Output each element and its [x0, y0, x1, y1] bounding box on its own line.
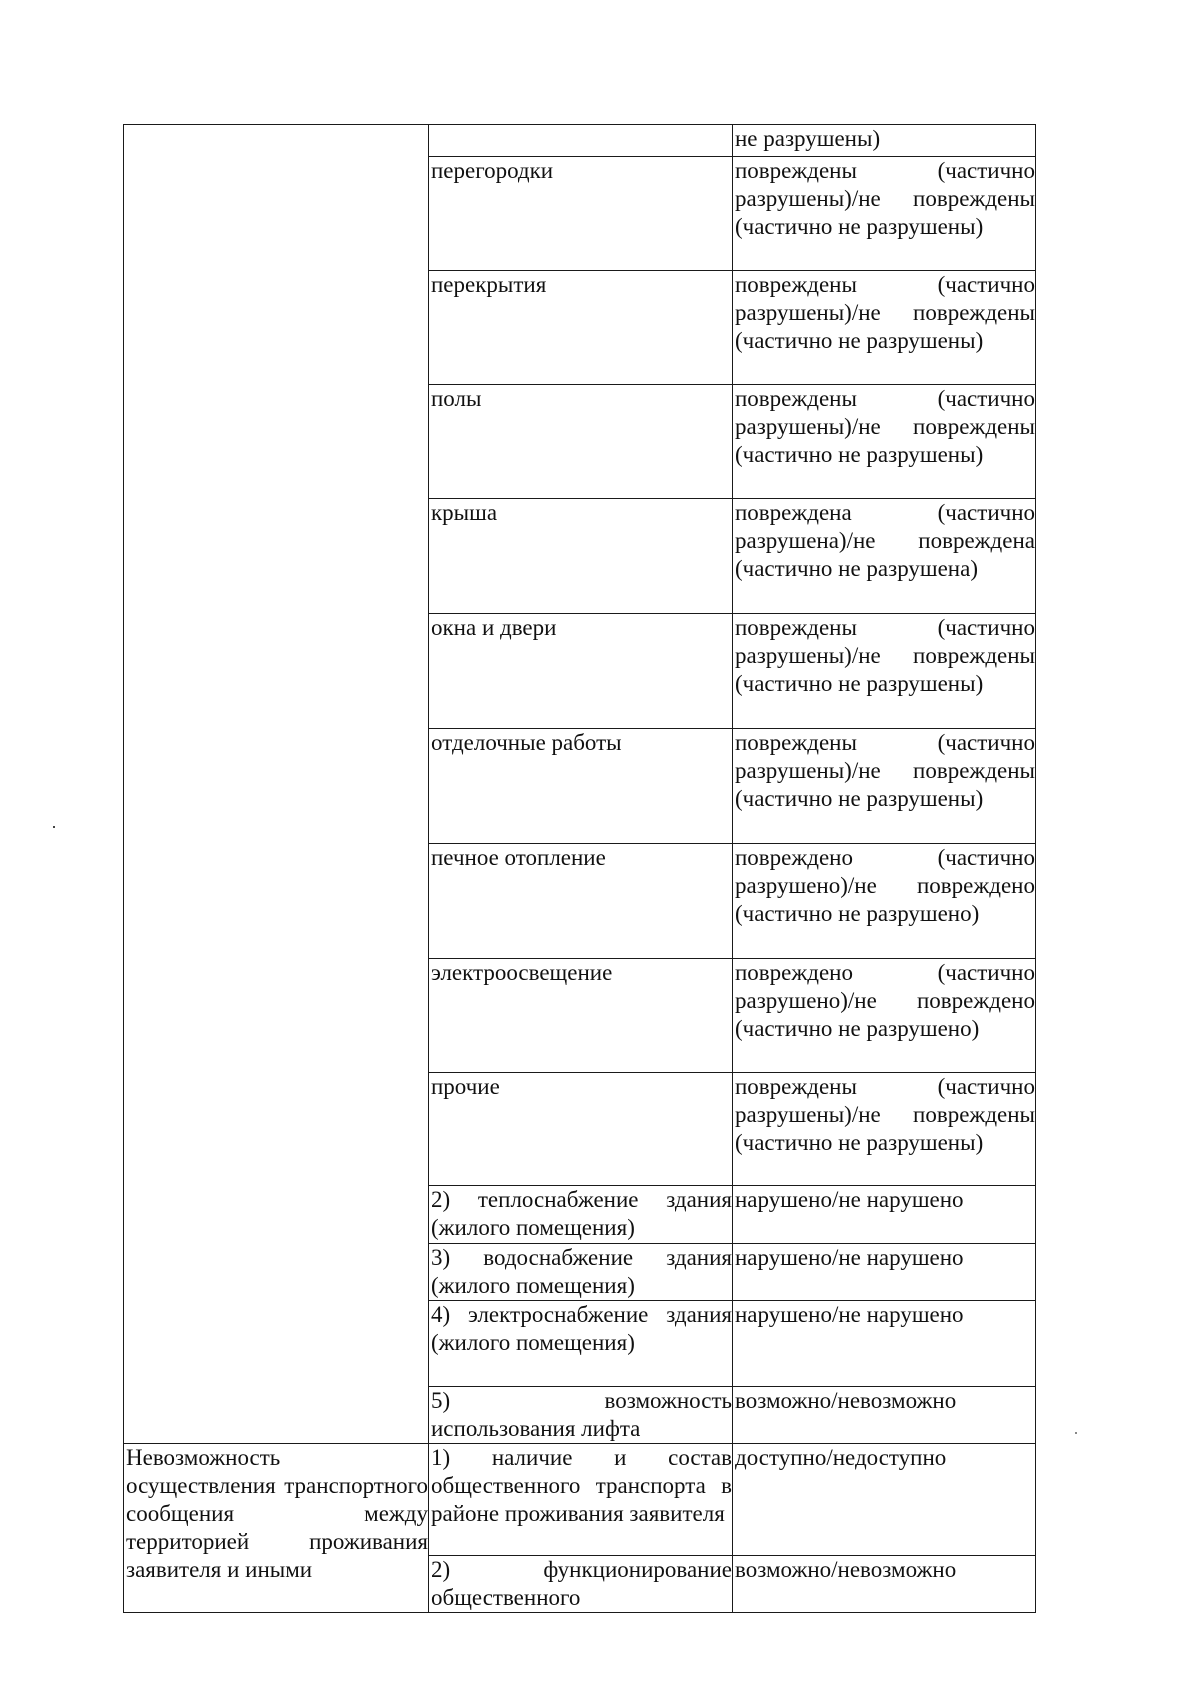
cell-element: 4) электроснабжение здания (жилого помещения)	[429, 1301, 733, 1387]
cell-state: нарушено/не нарушено	[733, 1301, 1036, 1387]
cell-state: нарушено/не нарушено	[733, 1244, 1036, 1301]
assessment-table	[123, 124, 1036, 1613]
cell-state: повреждены (частично разрушены)/не повреждены (частично не разрушены)	[733, 271, 1036, 385]
cell-state: повреждена (частично разрушена)/не повреждена (частично не разрушена)	[733, 499, 1036, 614]
scan-speck	[53, 826, 55, 828]
cell-element-empty	[429, 125, 733, 157]
cell-category-empty	[124, 125, 429, 1444]
cell-state: повреждено (частично разрушено)/не повреждено (частично не разрушено)	[733, 844, 1036, 959]
cell-state: не разрушены)	[733, 125, 1036, 157]
cell-element: печное отопление	[429, 844, 733, 959]
cell-state: повреждены (частично разрушены)/не повреждены (частично не разрушены)	[733, 614, 1036, 729]
cell-state: доступно/недоступно	[733, 1444, 1036, 1556]
cell-element: окна и двери	[429, 614, 733, 729]
cell-element: перегородки	[429, 157, 733, 271]
cell-state: повреждены (частично разрушены)/не повреждены (частично не разрушены)	[733, 385, 1036, 499]
cell-element: крыша	[429, 499, 733, 614]
cell-state: повреждены (частично разрушены)/не повреждены (частично не разрушены)	[733, 157, 1036, 271]
cell-state: повреждены (частично разрушены)/не повреждены (частично не разрушены)	[733, 1073, 1036, 1186]
cell-element: 2) функционирование общественного	[429, 1556, 733, 1613]
cell-element: 5) возможность использования лифта	[429, 1387, 733, 1444]
cell-state: возможно/невозможно	[733, 1387, 1036, 1444]
cell-element: 2) теплоснабжение здания (жилого помещения)	[429, 1186, 733, 1244]
cell-element: 3) водоснабжение здания (жилого помещения)	[429, 1244, 733, 1301]
cell-state: возможно/невозможно	[733, 1556, 1036, 1613]
cell-state: нарушено/не нарушено	[733, 1186, 1036, 1244]
cell-element: полы	[429, 385, 733, 499]
cell-element: 1) наличие и состав общественного транспорта в районе проживания заявителя	[429, 1444, 733, 1556]
cell-category: Невозможность осуществления транспортного сообщения между территорией проживания заявителя и иными	[124, 1444, 429, 1613]
scan-speck	[1075, 1432, 1077, 1434]
cell-element: отделочные работы	[429, 729, 733, 844]
table-row	[124, 1444, 1036, 1556]
cell-element: перекрытия	[429, 271, 733, 385]
table-row	[124, 125, 1036, 157]
cell-state: повреждено (частично разрушено)/не повреждено (частично не разрушено)	[733, 959, 1036, 1073]
cell-state: повреждены (частично разрушены)/не повреждены (частично не разрушены)	[733, 729, 1036, 844]
cell-element: прочие	[429, 1073, 733, 1186]
cell-element: электроосвещение	[429, 959, 733, 1073]
